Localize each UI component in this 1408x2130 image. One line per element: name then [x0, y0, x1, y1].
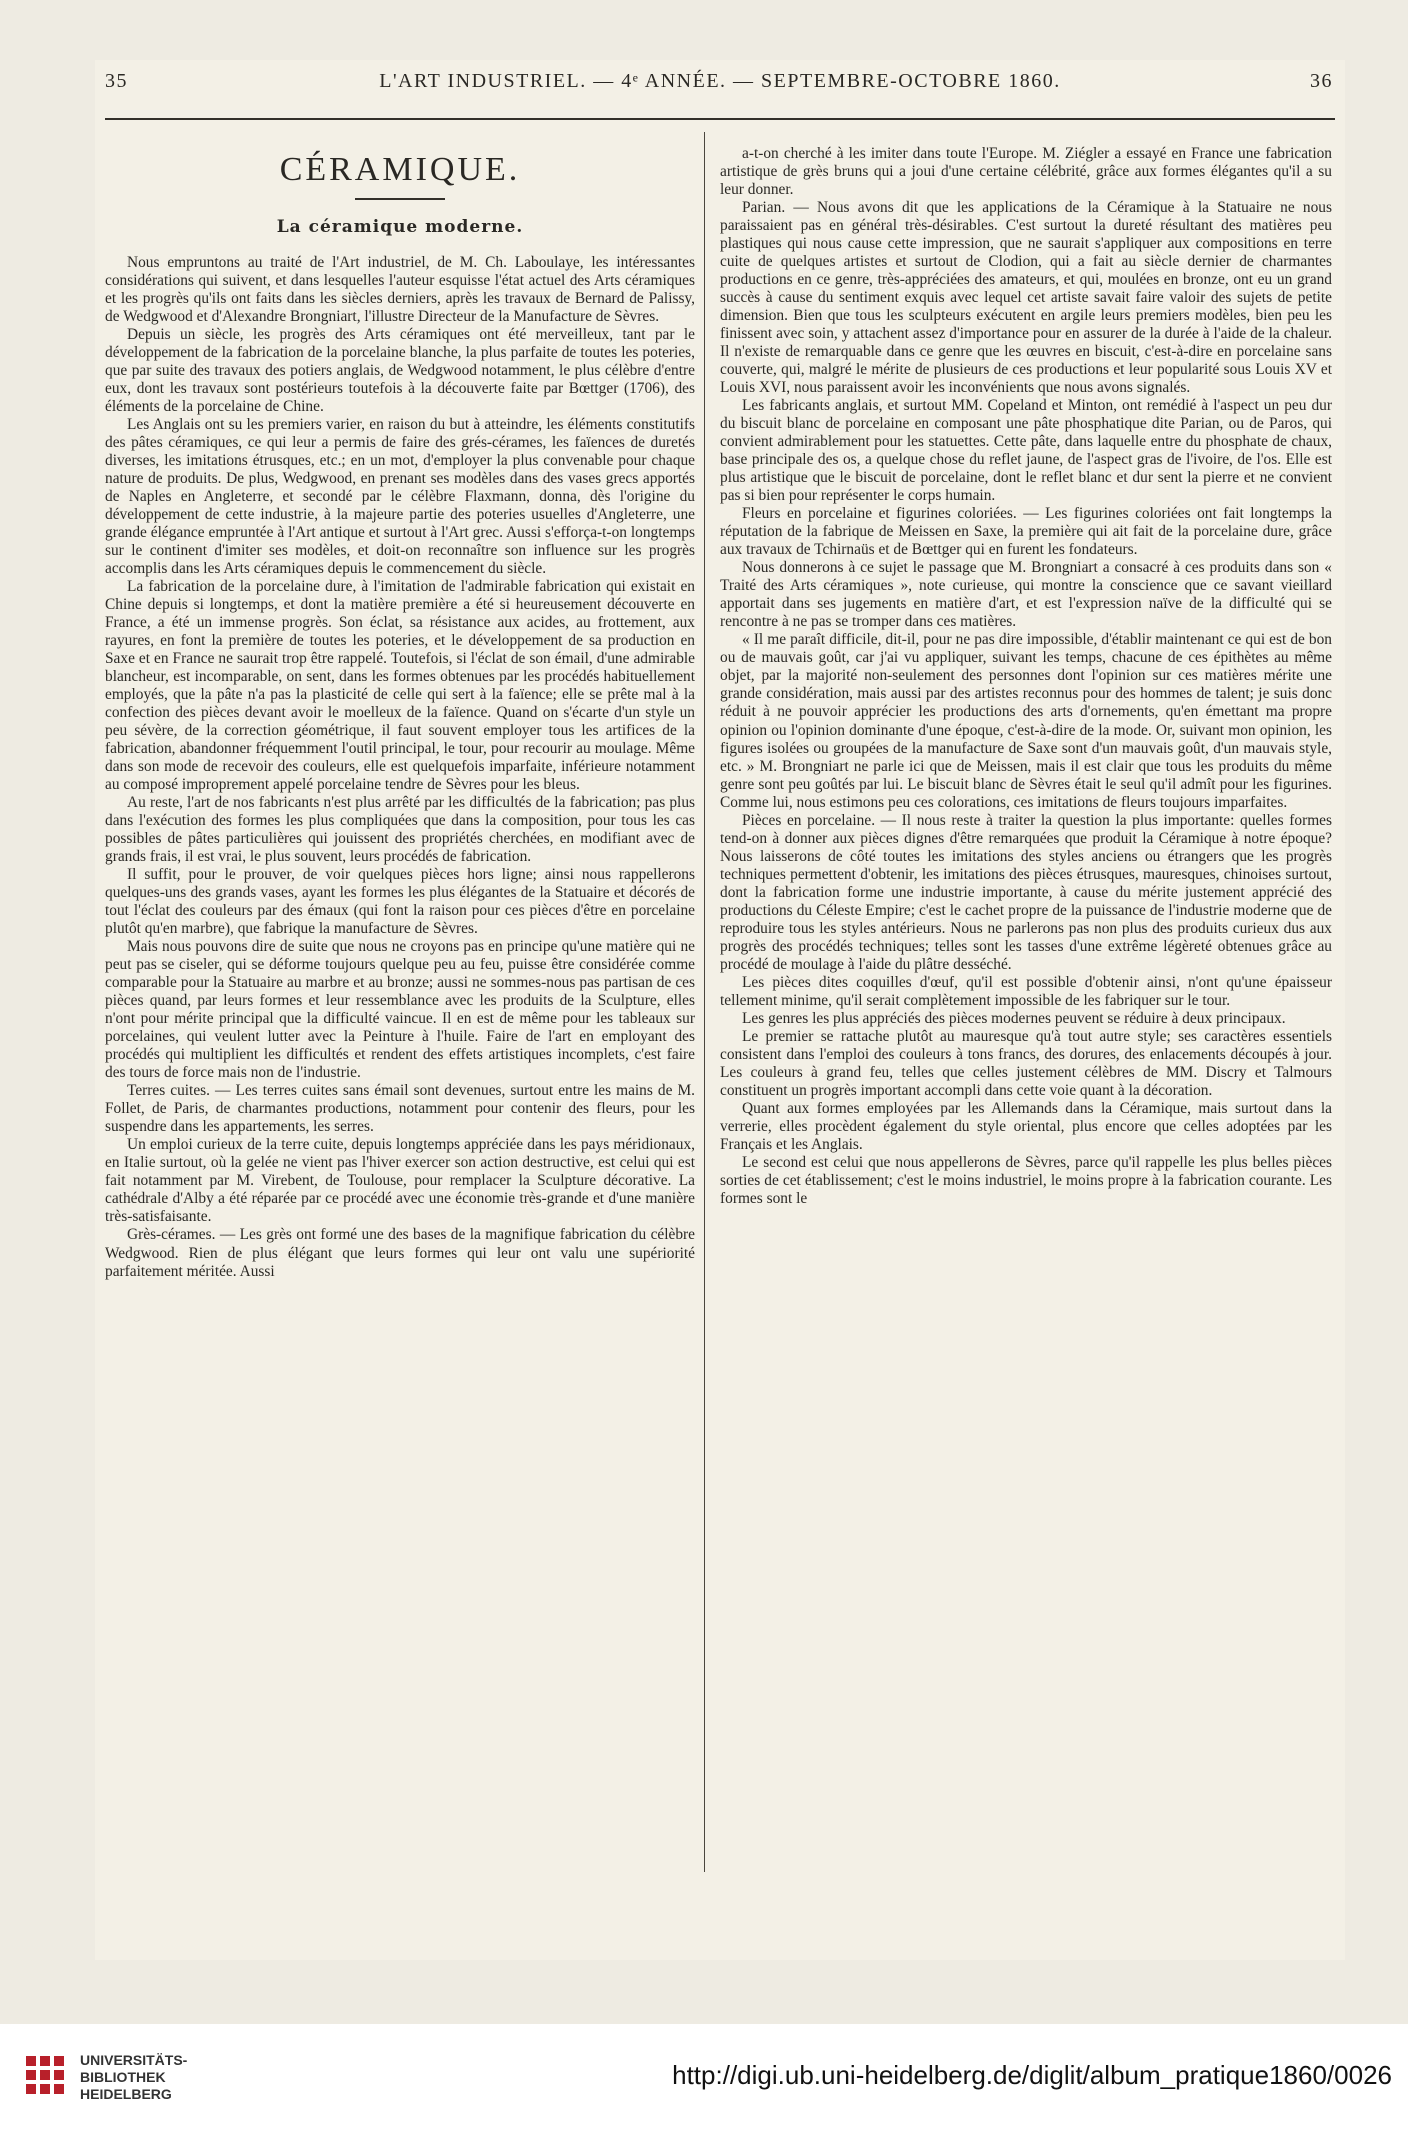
paragraph: La fabrication de la porcelaine dure, à l'imitation de l'admirable fabrication qui existait en Chine depuis si longtemps, et dont la matière première a été si heureusement découverte en France, a été un immense progrès. Son éclat, sa résistance aux acides, au frottement, aux rayures, en font la première de toutes les poteries, et le développement de sa production en Saxe et en France ne saurait trop être rappelé. Toutefois, si l'éclat de son émail, d'une admirable blancheur, est incomparable, on sent, dans les formes obtenues par les procédés habituellement employés, que la pâte n'a pas la plasticité de celle qui sert à la faïence; elle se prête mal à la confection des pièces devant avoir le moelleux de la faïence. Quand on s'écarte d'un style un peu sévère, de la correction géométrique, il faut souvent employer tous les artifices de la fabrication, abandonner fréquemment l'outil principal, le tour, pour recourir au moulage. Même dans son mode de recevoir des couleurs, elle est quelquefois imparfaite, inférieure notamment au composé improprement appelé porcelaine tendre de Sèvres pour les bleus.: [105, 577, 695, 794]
right-column: [720, 145, 1332, 1870]
header-rule: [105, 118, 1335, 120]
journal-title: L'ART INDUSTRIEL. — 4ᵉ ANNÉE. — SEPTEMBRE-OCTOBRE 1860.: [379, 70, 1061, 92]
title-rule: [355, 198, 445, 200]
paragraph: Les pièces dites coquilles d'œuf, qu'il est possible d'obtenir ainsi, n'ont qu'une épaisseur tellement minime, qu'il serait complètement impossible de les fabriquer sur le tour.: [720, 973, 1332, 1009]
paragraph: Le premier se rattache plutôt au mauresque qu'à tout autre style; ses caractères essentiels consistent dans l'emploi des couleurs à tons francs, des dorures, des enlacements découpés à jour. Les couleurs à grand feu, telles que celles justement célèbres de MM. Discry et Talmours constituent un progrès important accompli dans cette voie quant à la décoration.: [720, 1027, 1332, 1099]
paragraph: Pièces en porcelaine. — Il nous reste à traiter la question la plus importante: quelles formes tend-on à donner aux pièces dignes d'être remarquées que produit la Céramique à notre époque? Nous laisserons de côté toutes les imitations des styles anciens ou étrangers que les progrès techniques permettent d'obtenir, les imitations des pièces étrusques, mauresques, chinoises surtout, dont la fabrication forme une industrie importante, à cause du mérite justement apprécié des productions du Céleste Empire; c'est le cachet propre de la puissance de l'industrie moderne que de reproduire tous les styles antérieurs. Nous ne parlerons pas non plus des produits curieux dus aux progrès des procédés techniques; telles sont les tasses d'une extrême légèreté obtenues grâce au procédé de moulage à l'aide du plâtre desséché.: [720, 811, 1332, 973]
paragraph: Grès-cérames. — Les grès ont formé une des bases de la magnifique fabrication du célèbre Wedgwood. Rien de plus élégant que leurs formes qui leur ont valu une supériorité parfaitement méritée. Aussi: [105, 1226, 695, 1280]
running-head: [95, 62, 1345, 98]
library-name: [80, 2052, 187, 2103]
paragraph: Nous donnerons à ce sujet le passage que M. Brongniart a consacré à ces produits dans son « Traité des Arts céramiques », note curieuse, qui montre la conscience que ce savant vieillard apportait dans ses jugements en matière d'art, et est l'expression naïve de la difficulté qui se rencontre à ne pas se tromper dans ces matières.: [720, 559, 1332, 631]
article-subtitle: La céramique moderne.: [276, 216, 524, 237]
paragraph: Terres cuites. — Les terres cuites sans émail sont devenues, surtout entre les mains de M. Follet, de Paris, de charmantes productions, notamment pour contenir des fleurs, pour les suspendre dans les appartements, les serres.: [105, 1082, 695, 1136]
right-paragraphs: [720, 145, 1332, 1208]
column-separator: [704, 132, 705, 1872]
paragraph: Un emploi curieux de la terre cuite, depuis longtemps appréciée dans les pays méridionaux, en Italie surtout, où la gelée ne vient pas l'hiver exercer son action destructive, est celui qui est fait notamment par M. Virebent, de Toulouse, pour remplacer la Sculpture décorative. La cathédrale d'Alby a été réparée par ce procédé avec une économie très-grande et d'une manière très-satisfaisante.: [105, 1136, 695, 1226]
page-number-right: 36: [1310, 70, 1333, 92]
paragraph: Les fabricants anglais, et surtout MM. Copeland et Minton, ont remédié à l'aspect un peu dur du biscuit blanc de porcelaine en composant une pâte phosphatique dite Parian, ou de Paros, qui convient admirablement pour les statuettes. Cette pâte, dans laquelle entre du phosphate de chaux, base principale des os, a quelque chose du reflet jaune, de l'aspect gras de l'ivoire, de l'os. Elle est plus artistique que le biscuit de porcelaine, dont le reflet blanc et dur sent la pierre et ne convient pas si bien pour représenter le corps humain.: [720, 397, 1332, 505]
paragraph: Mais nous pouvons dire de suite que nous ne croyons pas en principe qu'une matière qui ne peut pas se ciseler, qui se déforme toujours quelque peu au feu, puisse être considérée comme comparable pour la Statuaire au marbre et au bronze; aussi ne sommes-nous pas partisan de ces pièces quand, par leurs formes et leur ressemblance avec les produits de la Sculpture, elles n'ont pour mérite principal que la difficulté vaincue. Il en est de même pour les tableaux sur porcelaines, qui veulent lutter avec la Peinture à l'huile. Faire de l'art en employant des procédés qui multiplient les difficultés et rendent des effets artistiques incomplets, c'est faire des tours de force mais non de l'industrie.: [105, 938, 695, 1082]
library-name-line-1: UNIVERSITÄTS-: [80, 2052, 188, 2068]
library-footer: [0, 2024, 1408, 2130]
source-url[interactable]: http://digi.ub.uni-heidelberg.de/diglit/album_pratique1860/0026: [672, 2060, 1392, 2090]
paragraph: Il suffit, pour le prouver, de voir quelques pièces hors ligne; ainsi nous rappellerons quelques-uns des grands vases, ayant les formes les plus élégantes de la Statuaire et décorés de tout l'éclat des couleurs par des émaux (qui font la raison pour ces pièces d'être en porcelaine plutôt qu'en marbre), que fabrique la manufacture de Sèvres.: [105, 866, 695, 938]
left-column: [105, 132, 695, 1874]
paragraph: « Il me paraît difficile, dit-il, pour ne pas dire impossible, d'établir maintenant ce qui est de bon ou de mauvais goût, car j'ai vu appliquer, suivant les temps, chacune de ces épithètes au même objet, par la majorité non-seulement des personnes dont l'opinion sur ces matières mérite une grande considération, mais aussi par des artistes reconnus pour des hommes de talent; je suis donc réduit à ne pouvoir apprécier les productions des arts d'ornements, qu'en émettant ma propre opinion ou l'opinion dominante d'une époque, c'est-à-dire de la mode. Or, suivant mon opinion, les figures isolées ou groupées de la manufacture de Saxe sont d'un mauvais goût, d'un mauvais style, etc. » M. Brongniart ne parle ici que de Meissen, mais il est clair que tous les produits du même genre sont peu goûtés par lui. Le biscuit blanc de Sèvres était le seul qu'il admît pour les figurines. Comme lui, nous estimons peu ces colorations, ces imitations de fleurs toujours imparfaites.: [720, 631, 1332, 811]
paragraph: Nous empruntons au traité de l'Art industriel, de M. Ch. Laboulaye, les intéressantes considérations qui suivent, et dans lesquelles l'auteur esquisse l'état actuel des Arts céramiques et les progrès qu'ils ont faits dans les siècles derniers, après les travaux de Bernard de Palissy, de Wedgwood et d'Alexandre Brongniart, l'illustre Directeur de la Manufacture de Sèvres.: [105, 253, 695, 325]
article-title: CÉRAMIQUE.: [279, 151, 521, 188]
paragraph: a-t-on cherché à les imiter dans toute l'Europe. M. Ziégler a essayé en France une fabrication artistique de grès bruns qui a joui d'une certaine célébrité, grâce aux formes élégantes qu'il a su leur donner.: [720, 145, 1332, 199]
paragraph: Les Anglais ont su les premiers varier, en raison du but à atteindre, les éléments constitutifs des pâtes céramiques, ce qui leur a permis de faire des grés-cérames, les faïences de duretés diverses, les imitations étrusques, etc.; en un mot, d'employer la plus convenable pour chaque nature de produits. De plus, Wedgwood, en prenant ses modèles dans des vases grecs apportés de Naples en Angleterre, et secondé par le célèbre Flaxmann, donna, dès l'origine du développement de cette industrie, à la majeure partie des poteries usuelles d'Angleterre, une grande élégance empruntée à l'Art antique et surtout à l'Art grec. Aussi s'efforça-t-on longtemps sur le continent d'imiter ses modèles, et doit-on reconnaître son influence sur les progrès accomplis dans les Arts céramiques depuis le commencement du siècle.: [105, 415, 695, 577]
paragraph: Depuis un siècle, les progrès des Arts céramiques ont été merveilleux, tant par le développement de la fabrication de la porcelaine blanche, la plus parfaite de toutes les poteries, que par suite des travaux des potiers anglais, de Wedgwood notamment, le plus célèbre d'entre eux, dont les travaux sont postérieurs toutefois à la découverte faite par Bœttger (1706), des éléments de la porcelaine de Chine.: [105, 325, 695, 415]
paragraph: Quant aux formes employées par les Allemands dans la Céramique, mais surtout dans la verrerie, elles procèdent également du style oriental, plus encore que celles adoptées par les Français et les Anglais.: [720, 1099, 1332, 1153]
paragraph: Fleurs en porcelaine et figurines coloriées. — Les figurines coloriées ont fait longtemps la réputation de la fabrique de Meissen en Saxe, la première qui ait fait de la porcelaine dure, grâce aux travaux de Tchirnaüs et de Bœttger qui en furent les fondateurs.: [720, 505, 1332, 559]
paragraph: Les genres les plus appréciés des pièces modernes peuvent se réduire à deux principaux.: [742, 1009, 1286, 1027]
paragraph: Parian. — Nous avons dit que les applications de la Céramique à la Statuaire ne nous paraissaient pas en général très-désirables. C'est surtout la dureté résultant des matières peu plastiques qui nous cause cette impression, que ne saurait s'appliquer aux compositions en terre cuite de quelques artistes et surtout de Clodion, qui a fait au siècle dernier de charmantes productions en ce genre, très-appréciées des amateurs, et qui, moulées en bronze, ont eu un grand succès à cause du sentiment exquis avec lequel cet artiste savait faire valoir des sujets de petite dimension. Bien que tous les sculpteurs exécutent en argile leurs premiers modèles, bien peu les finissent avec soin, y attachent assez d'importance pour en assurer de la durée à l'aide de la chaleur. Il n'existe de remarquable dans ce genre que les œuvres en biscuit, c'est-à-dire en porcelaine sans couverte, qui, malgré le mérite de plusieurs de ces productions et leur popularité sous Louis XV et Louis XVI, nous paraissent avoir les inconvénients que nous avons signalés.: [720, 199, 1332, 397]
page-number-left: 35: [105, 70, 128, 92]
paragraph: Le second est celui que nous appellerons de Sèvres, parce qu'il rappelle les plus belles pièces sorties de cet établissement; c'est le moins industriel, le moins propre à la fabrication courante. Les formes sont le: [720, 1153, 1332, 1207]
university-library-logo-icon: [22, 2054, 70, 2102]
left-paragraphs: [105, 254, 695, 1281]
library-name-line-3: HEIDELBERG: [80, 2086, 172, 2102]
paragraph: Au reste, l'art de nos fabricants n'est plus arrêté par les difficultés de la fabrication; pas plus dans l'exécution des formes les plus compliquées que dans la composition, pour tous les cas possibles de pâtes particulières qui jouissent des propriétés cherchées, en modifiant avec de grands frais, il est vrai, le plus souvent, leurs procédés de fabrication.: [105, 794, 695, 866]
library-name-line-2: BIBLIOTHEK: [80, 2069, 166, 2085]
